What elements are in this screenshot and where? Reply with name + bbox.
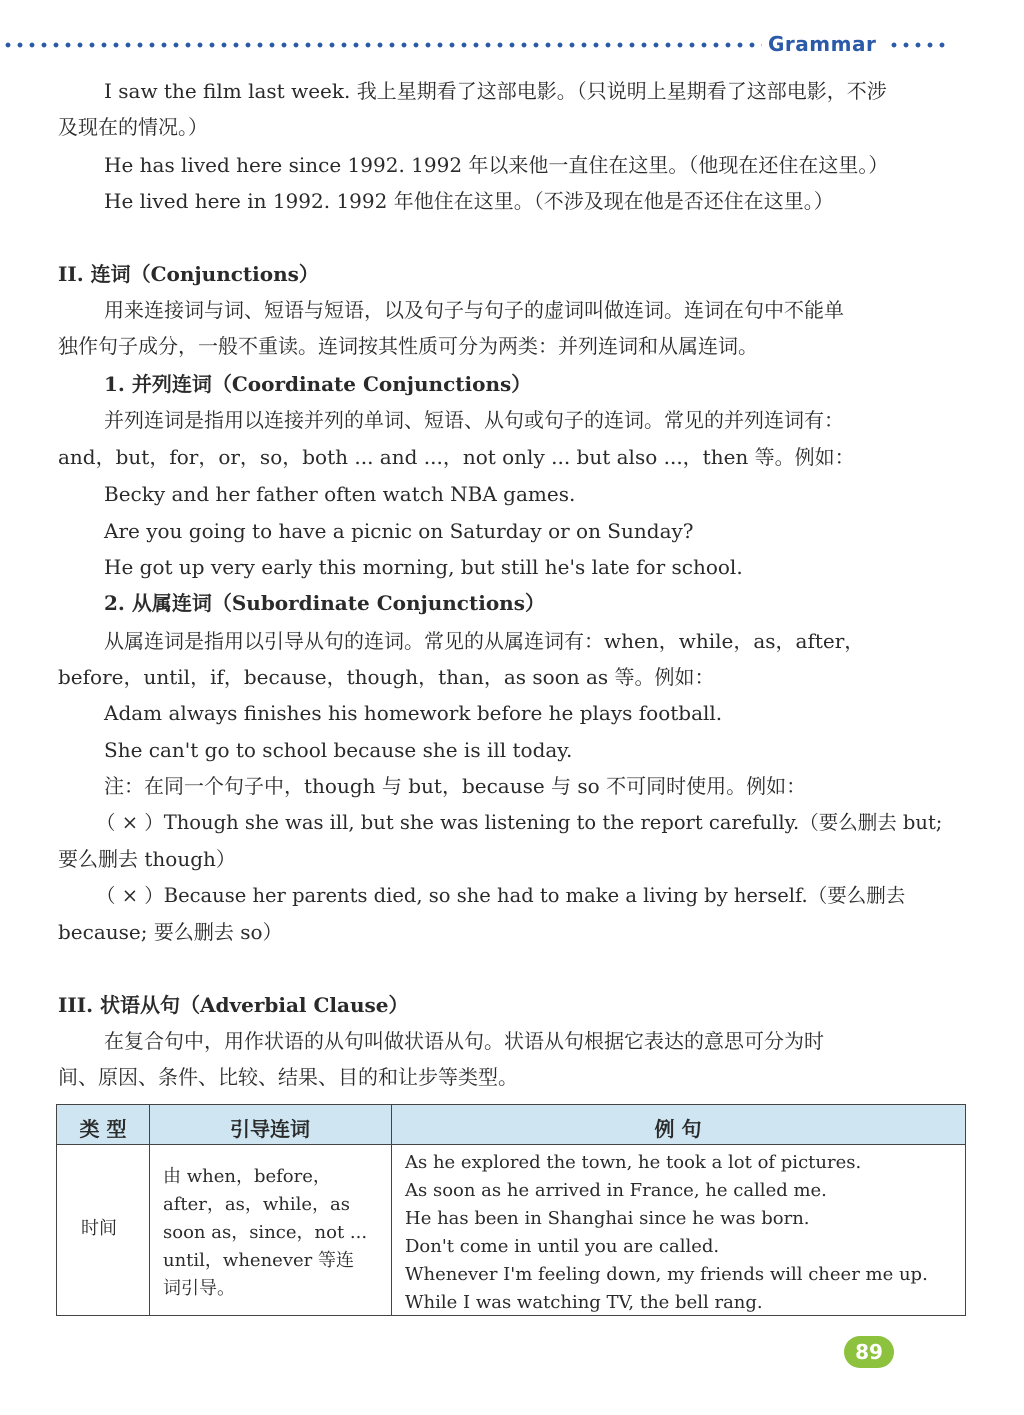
table-header-type: 类 型 bbox=[79, 1117, 127, 1141]
sub1-example-3: He got up very early this morning, but still he's late for school. bbox=[104, 555, 743, 579]
table-header-conj: 引导连词 bbox=[230, 1117, 310, 1141]
header-title: Grammar bbox=[768, 32, 877, 56]
wrong-example-1b: 要么删去 though） bbox=[58, 847, 236, 871]
sub1-para-1: 并列连词是指用以连接并列的单词、短语、从句或句子的连词。常见的并列连词有： bbox=[104, 408, 844, 432]
table-example-line: As soon as he arrived in France, he called me. bbox=[405, 1180, 827, 1201]
table-cell-type: 时间 bbox=[81, 1218, 117, 1239]
table-example-line: As he explored the town, he took a lot of pictures. bbox=[405, 1152, 862, 1173]
table-header-example: 例 句 bbox=[654, 1117, 702, 1141]
sub2-example-1: Adam always finishes his homework before he plays football. bbox=[104, 701, 723, 725]
table-conj-line: soon as，since，not ... bbox=[163, 1222, 368, 1243]
sec2-para-1: 用来连接词与词、短语与短语，以及句子与句子的虚词叫做连词。连词在句中不能单 bbox=[104, 298, 844, 322]
table-conj-line: 由 when，before， bbox=[163, 1166, 331, 1187]
top-line-1: I saw the film last week. 我上星期看了这部电影。（只说明上星期看了这部电影，不涉 bbox=[104, 79, 887, 103]
subsection-1-heading: 1. 并列连词（Coordinate Conjunctions） bbox=[104, 372, 532, 396]
table-conj-line: after，as，while，as bbox=[163, 1194, 350, 1215]
header-dots-left bbox=[2, 42, 762, 48]
table-conj-line: 词引导。 bbox=[163, 1278, 235, 1299]
section-2-heading: II. 连词（Conjunctions） bbox=[58, 262, 319, 286]
sub1-example-2: Are you going to have a picnic on Saturday or on Sunday? bbox=[104, 519, 694, 543]
sub2-example-2: She can't go to school because she is ill today. bbox=[104, 738, 573, 762]
sub1-para-2: and，but，for，or，so，both ... and ...，not only ... but also ...，then 等。例如： bbox=[58, 445, 855, 469]
sec2-para-2: 独作句子成分，一般不重读。连词按其性质可分为两类：并列连词和从属连词。 bbox=[58, 334, 758, 358]
header-dots-right bbox=[888, 42, 950, 48]
section-3-heading: III. 状语从句（Adverbial Clause） bbox=[58, 993, 409, 1017]
note-line: 注：在同一个句子中，though 与 but，because 与 so 不可同时使用。例如： bbox=[104, 774, 807, 798]
sub2-para-1: 从属连词是指用以引导从句的连词。常见的从属连词有：when，while，as，after， bbox=[104, 629, 865, 653]
sub1-example-1: Becky and her father often watch NBA games. bbox=[104, 482, 576, 506]
wrong-example-1a: （ × ）Though she was ill, but she was listening to the report carefully.（要么删去 but; bbox=[96, 811, 943, 834]
subsection-2-heading: 2. 从属连词（Subordinate Conjunctions） bbox=[104, 591, 545, 615]
adverbial-clause-table bbox=[56, 1104, 966, 1316]
table-example-line: Whenever I'm feeling down, my friends will cheer me up. bbox=[405, 1264, 928, 1285]
wrong-example-2a: （ × ）Because her parents died, so she had to make a living by herself.（要么删去 bbox=[96, 884, 906, 907]
page-number-badge: 89 bbox=[844, 1336, 894, 1368]
top-line-2: 及现在的情况。） bbox=[58, 115, 208, 139]
top-line-3: He has lived here since 1992. 1992 年以来他一直住在这里。（他现在还住在这里。） bbox=[104, 153, 889, 177]
sub2-para-2: before，until，if，because，though，than，as soon as 等。例如： bbox=[58, 665, 715, 689]
top-line-4: He lived here in 1992. 1992 年他住在这里。（不涉及现在他是否还住在这里。） bbox=[104, 189, 834, 213]
wrong-example-2b: because; 要么删去 so） bbox=[58, 920, 283, 944]
table-example-line: Don't come in until you are called. bbox=[405, 1236, 720, 1257]
page-header bbox=[0, 30, 1024, 60]
table-conj-line: until，whenever 等连 bbox=[163, 1250, 354, 1271]
table-example-line: He has been in Shanghai since he was born. bbox=[405, 1208, 810, 1229]
sec3-para-1: 在复合句中，用作状语的从句叫做状语从句。状语从句根据它表达的意思可分为时 bbox=[104, 1029, 824, 1053]
table-example-line: While I was watching TV, the bell rang. bbox=[405, 1292, 763, 1313]
sec3-para-2: 间、原因、条件、比较、结果、目的和让步等类型。 bbox=[58, 1065, 518, 1089]
